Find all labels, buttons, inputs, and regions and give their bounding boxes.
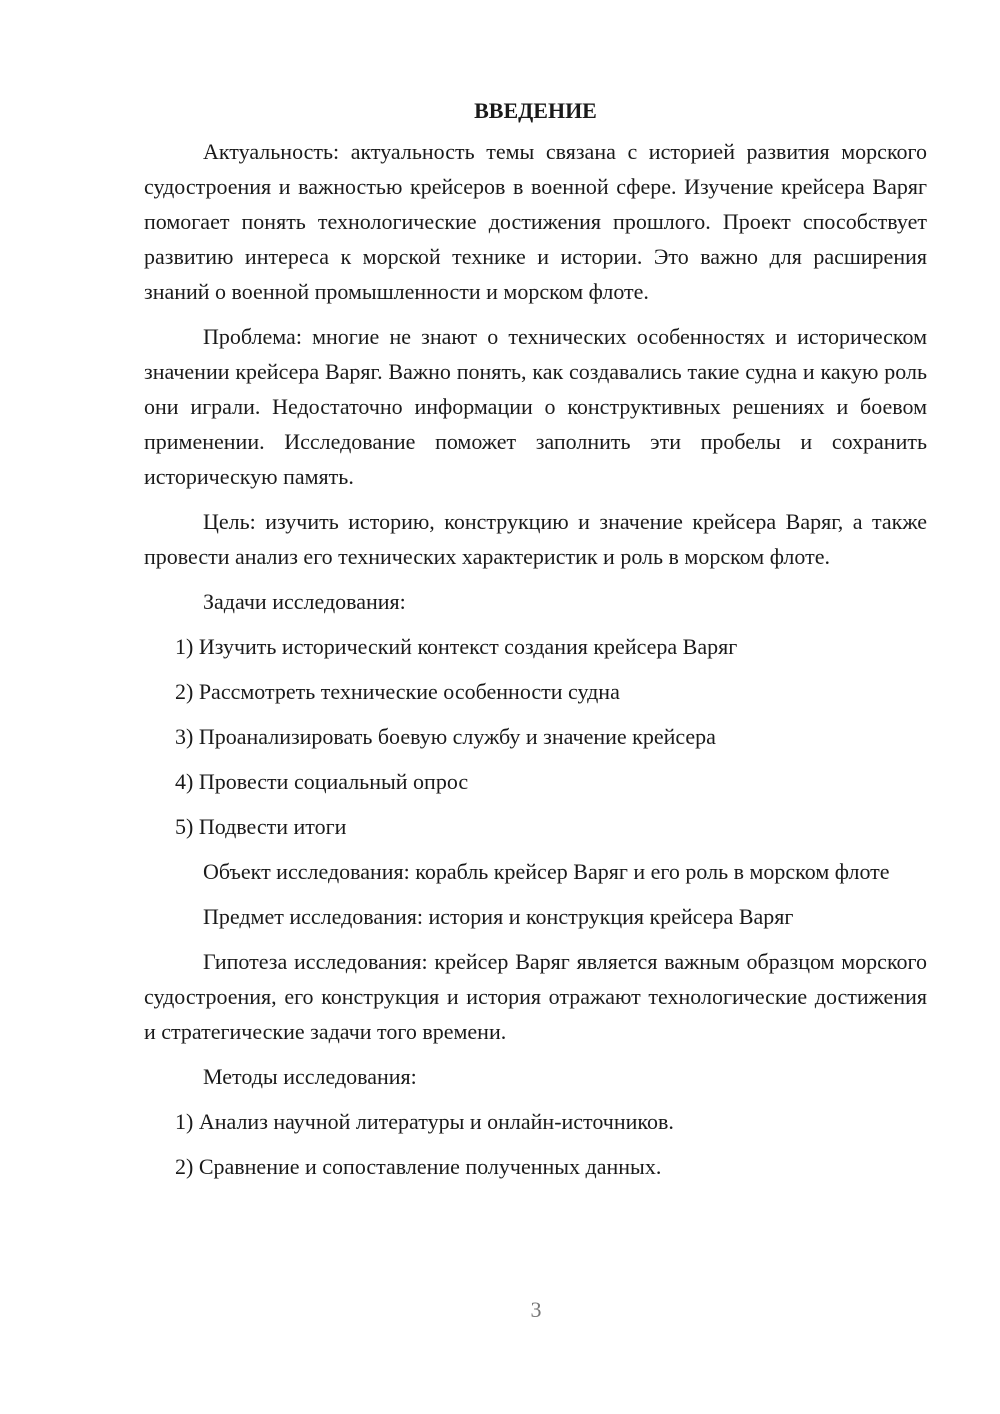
paragraph-hypothesis: Гипотеза исследования: крейсер Варяг является важным образцом морского судостроения, его конструкция и история отражают технологические достижения и стратегические задачи того времени. xyxy=(144,949,927,1044)
paragraph-object: Объект исследования: корабль крейсер Варяг и его роль в морском флоте xyxy=(203,859,890,884)
page-number: 3 xyxy=(530,1297,542,1322)
methods-heading: Методы исследования: xyxy=(203,1064,417,1089)
task-item-1: 1) Изучить исторический контекст создания крейсера Варяг xyxy=(175,634,738,659)
section-title: ВВЕДЕНИЕ xyxy=(474,98,597,123)
paragraph-problem: Проблема: многие не знают о технических особенностях и историческом значении крейсера Варяг. Важно понять, как создавались такие судна и какую роль они играли. Недостаточно информации о конструктивных решениях и боевом применении. Исследование поможет заполнить эти пробелы и сохранить историческую память. xyxy=(144,324,927,489)
method-item-1: 1) Анализ научной литературы и онлайн-источников. xyxy=(175,1109,674,1134)
tasks-heading: Задачи исследования: xyxy=(203,589,406,614)
paragraph-goal: Цель: изучить историю, конструкцию и значение крейсера Варяг, а также провести анализ его технических характеристик и роль в морском флоте. xyxy=(144,509,927,569)
paragraph-subject: Предмет исследования: история и конструкция крейсера Варяг xyxy=(203,904,794,929)
task-item-4: 4) Провести социальный опрос xyxy=(175,769,469,794)
task-item-5: 5) Подвести итоги xyxy=(175,814,347,839)
page-content xyxy=(144,93,927,1184)
paragraph-relevance: Актуальность: актуальность темы связана с историей развития морского судостроения и важностью крейсеров в военной сфере. Изучение крейсера Варяг помогает понять технологические достижения прошлого. Проект способствует развитию интереса к морской технике и истории. Это важно для расширения знаний о военной промышленности и морском флоте. xyxy=(144,139,927,304)
task-item-2: 2) Рассмотреть технические особенности судна xyxy=(175,679,620,704)
method-item-2: 2) Сравнение и сопоставление полученных данных. xyxy=(175,1154,662,1179)
task-item-3: 3) Проанализировать боевую службу и значение крейсера xyxy=(175,724,716,749)
